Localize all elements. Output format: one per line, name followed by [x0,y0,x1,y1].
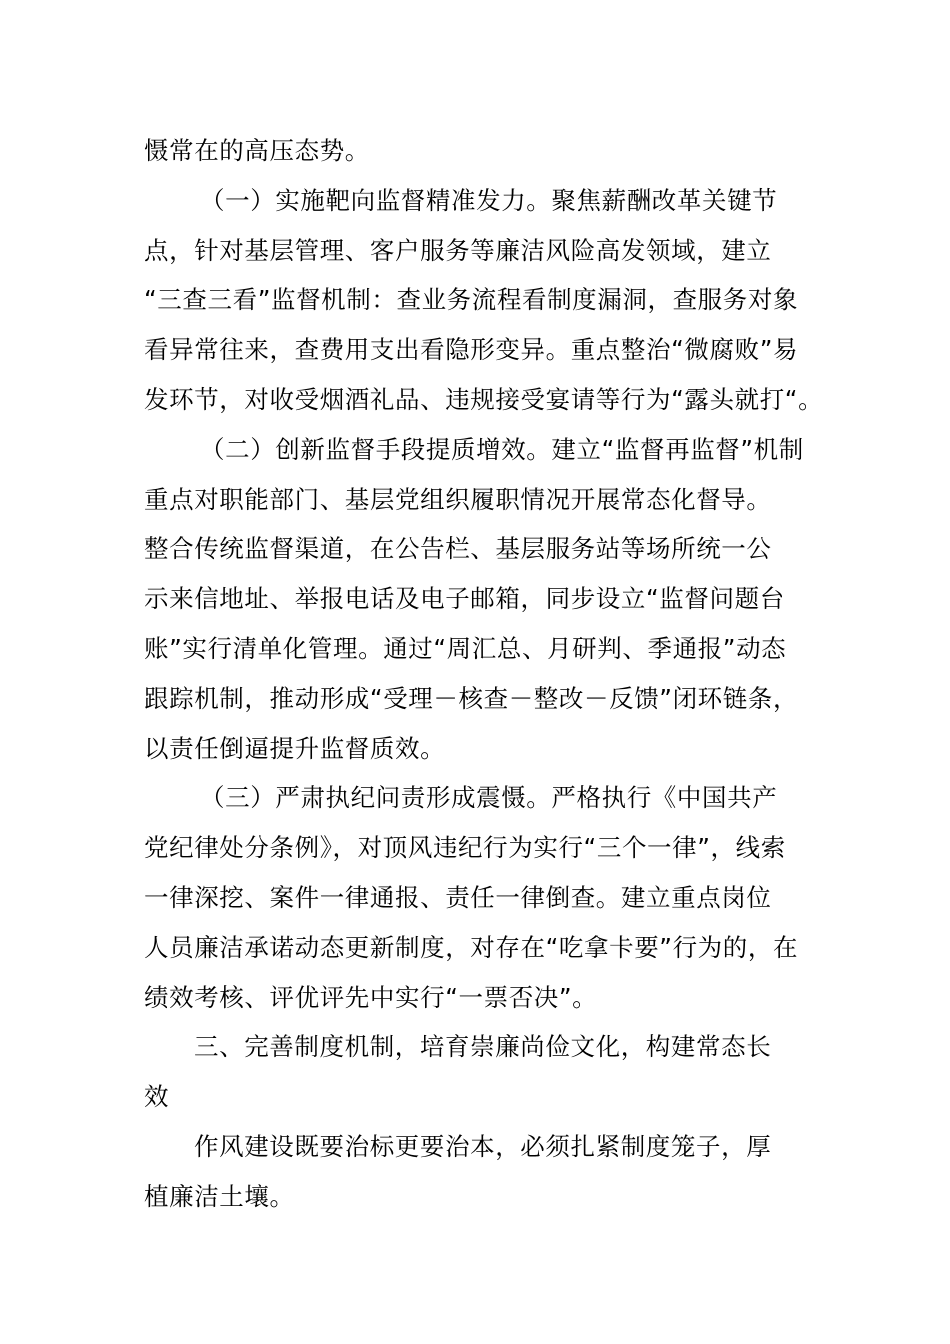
text-line: 作风建设既要治标更要治本，必须扎紧制度笼子，厚 [194,1131,772,1161]
text-line: 慑常在的高压态势。 [144,136,370,165]
paragraph-item-3 [144,773,824,1022]
text-line: 一律深挖、案件一律通报、责任一律倒查。建立重点岗位 [144,882,772,912]
text-line: 三、完善制度机制，培育崇廉尚俭文化，构建常态长 [194,1032,772,1062]
text-line: 跟踪机制，推动形成“受理－核查－整改－反馈”闭环链条， [144,683,799,713]
text-line: 人员廉洁承诺动态更新制度，对存在“吃拿卡要”行为的，在 [144,932,799,962]
text-line: 效 [144,1082,170,1112]
text-line: 看异常往来，查费用支出看隐形变异。重点整治“微腐败”易 [144,335,799,365]
paragraph-section-intro [144,1122,824,1222]
text-line: 植廉洁土壤。 [144,1181,295,1211]
text-line: 党纪律处分条例》，对顶风违纪行为实行“三个一律”，线索 [144,833,786,863]
text-line: 以责任倒逼提升监督质效。 [144,733,446,763]
body-text [144,126,824,1222]
text-line: （三）严肃执纪问责形成震慑。严格执行《中国共产 [200,783,778,813]
text-line: 点，针对基层管理、客户服务等廉洁风险高发领域，建立 [144,235,772,265]
text-line: 发环节，对收受烟酒礼品、违规接受宴请等行为“露头就打“。 [144,384,824,414]
text-line: “三查三看”监督机制：查业务流程看制度漏洞，查服务对象 [144,285,799,315]
text-line: 账”实行清单化管理。通过“周汇总、月研判、季通报”动态 [144,633,787,663]
text-line: 重点对职能部门、基层党组织履职情况开展常态化督导。 [144,484,772,514]
text-line: 整合传统监督渠道，在公告栏、基层服务站等场所统一公 [144,534,772,564]
section-heading [144,1022,824,1122]
text-line: 绩效考核、评优评先中实行“一票否决”。 [144,982,598,1012]
text-line: （二）创新监督手段提质增效。建立“监督再监督”机制 [200,434,804,464]
paragraph-item-2 [144,425,824,774]
text-line: 示来信地址、举报电话及电子邮箱，同步设立“监督问题台 [144,584,785,614]
paragraph-intro-tail [144,126,824,176]
paragraph-item-1 [144,176,824,425]
text-line: （一）实施靶向监督精准发力。聚焦薪酬改革关键节 [200,185,778,215]
